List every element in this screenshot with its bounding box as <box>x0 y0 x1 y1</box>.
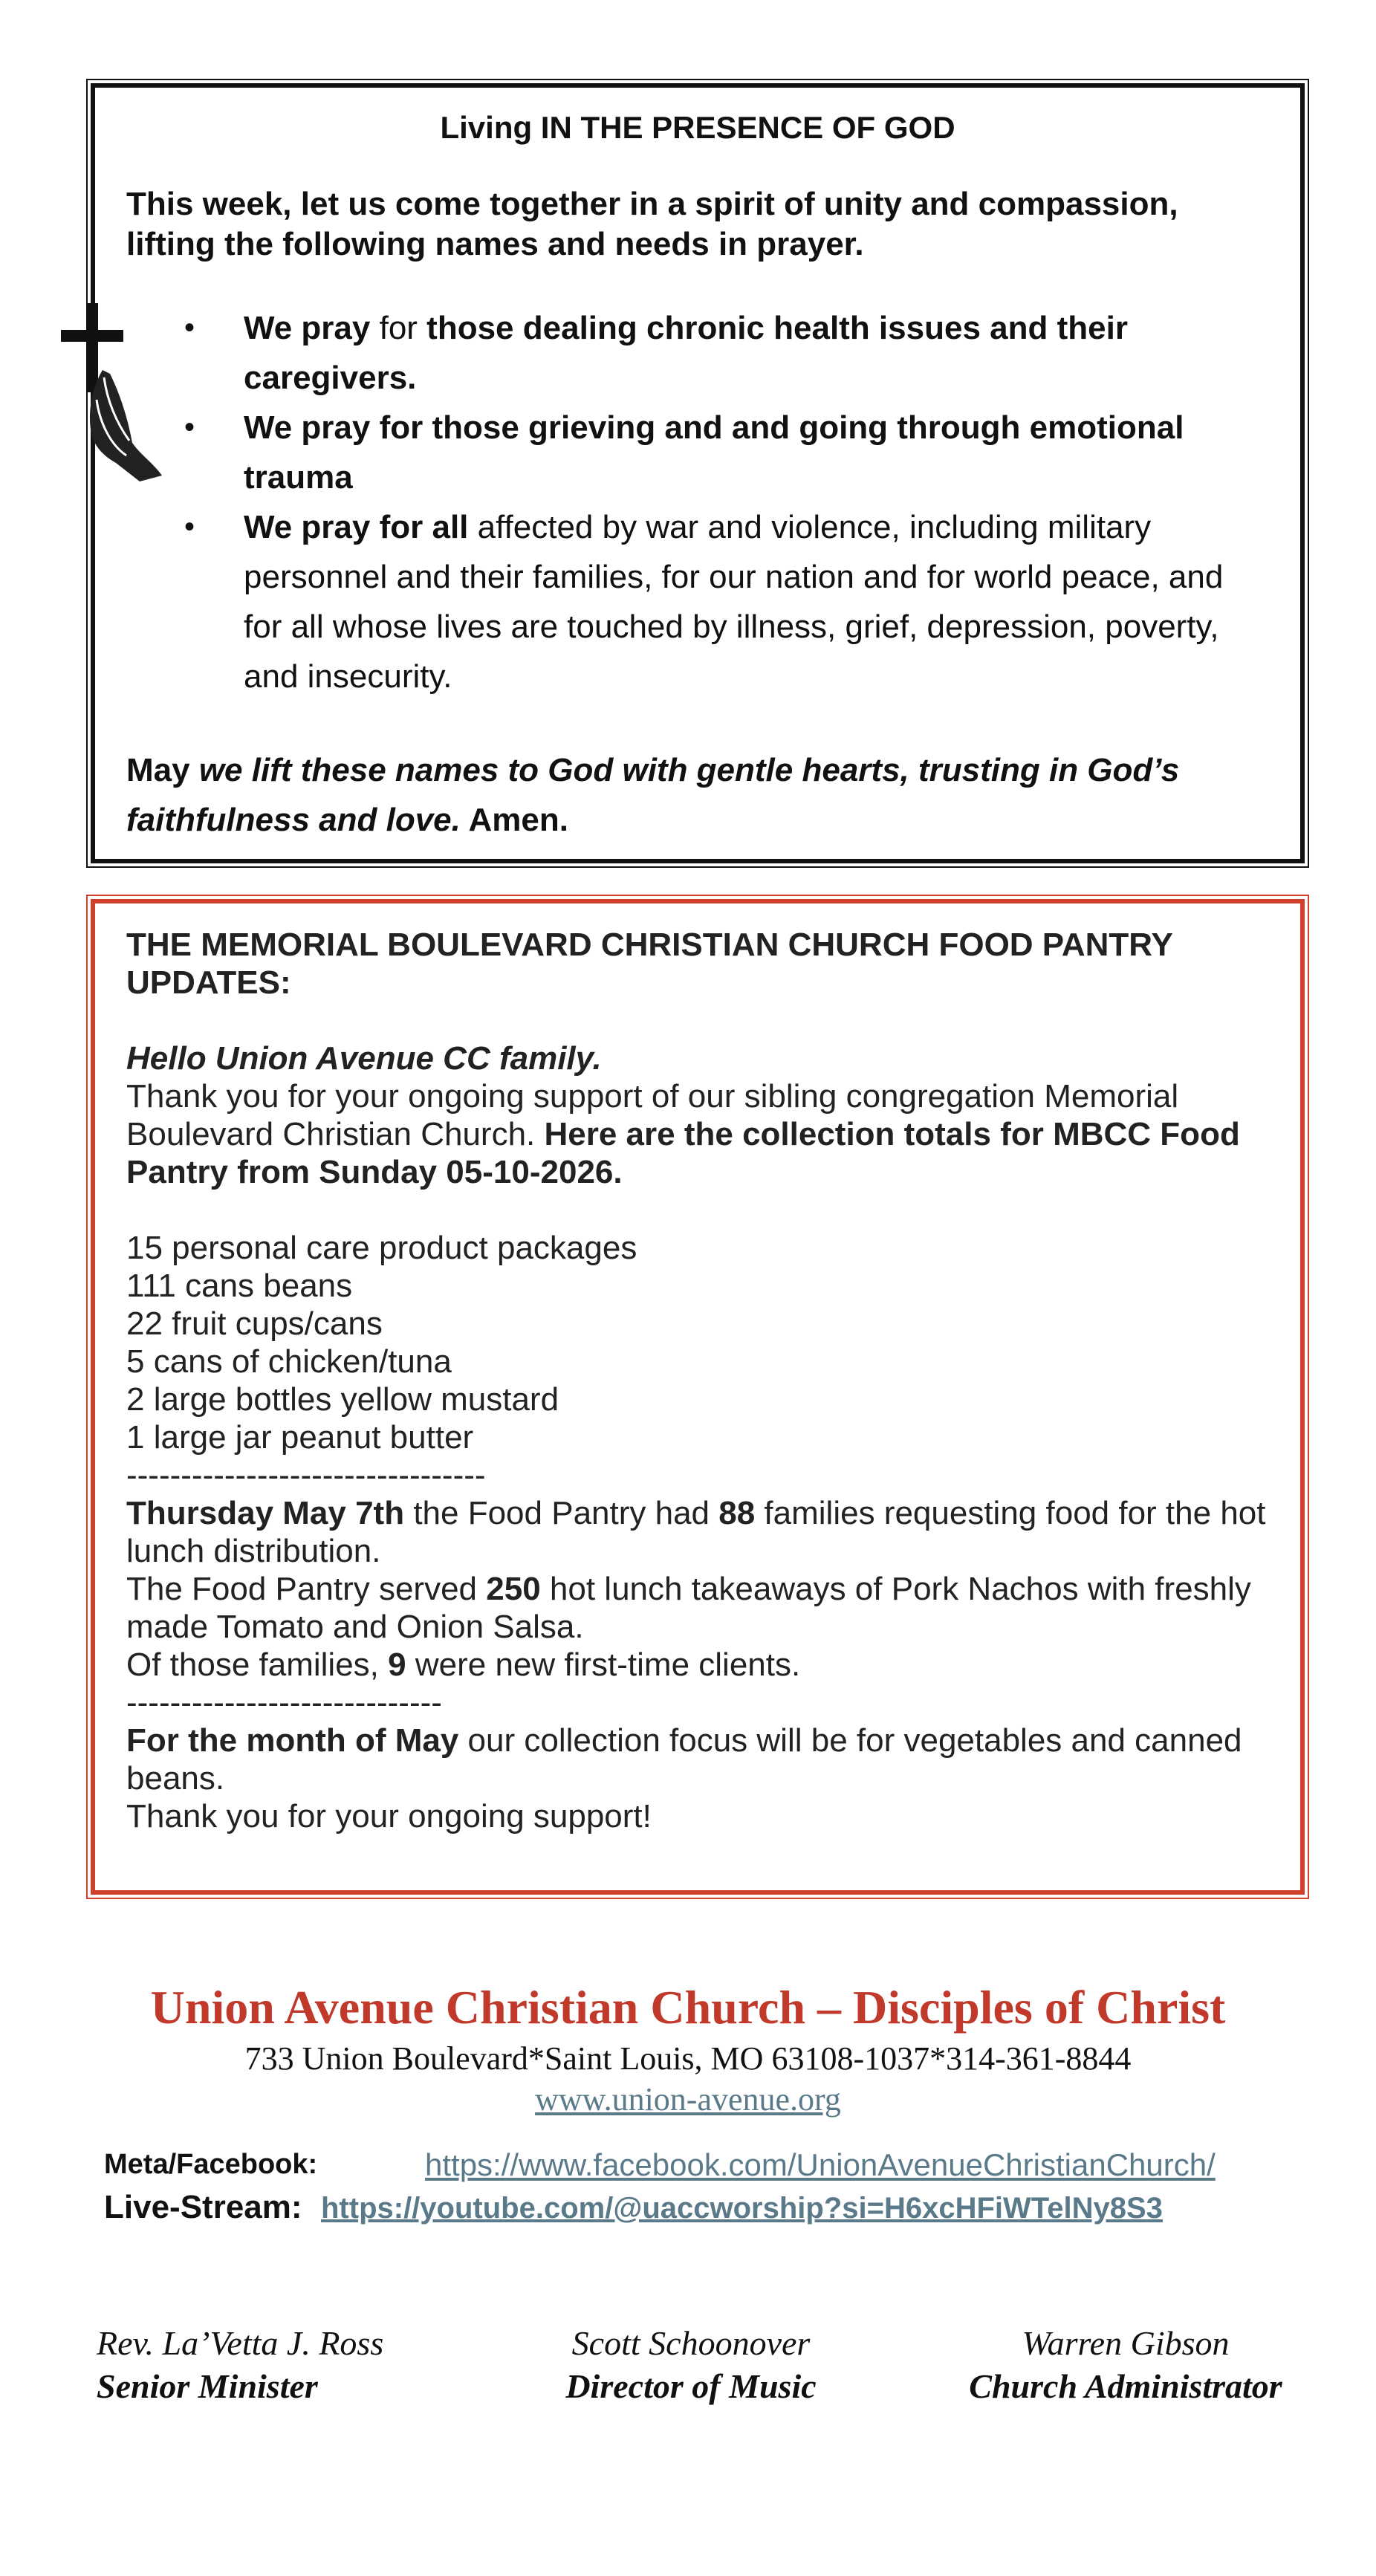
website-link[interactable]: www.union-avenue.org <box>535 2081 841 2118</box>
pantry-thanks: Thank you for your ongoing support of our sibling congregation Memorial Boulevard Christian Church. Here are the collection totals for MBCC Food Pantry from Sunday 05-10-2026. <box>126 1078 1240 1190</box>
prayer-item: • We pray for those grieving and and going through emotional trauma <box>184 403 1241 502</box>
cross-praying-hands-icon <box>58 303 169 496</box>
pantry-item: 15 personal care product packages <box>126 1230 637 1266</box>
pantry-item: 5 cans of chicken/tuna <box>126 1343 452 1380</box>
divider: --------------------------------- <box>126 1457 486 1493</box>
pantry-month: For the month of May our collection focus will be for vegetables and canned beans. <box>126 1722 1242 1797</box>
livestream-link[interactable]: https://youtube.com/@uaccworship?si=H6xcHFiWTelNy8S3 <box>321 2192 1163 2225</box>
pantry-item: 1 large jar peanut butter <box>126 1419 474 1456</box>
pantry-served: The Food Pantry served 250 hot lunch takeaways of Pork Nachos with freshly made Tomato and Onion Salsa. <box>126 1571 1251 1645</box>
divider: ----------------------------- <box>126 1684 442 1721</box>
prayer-closing: May we lift these names to God with gentle hearts, trusting in God’s faithfulness and love. Amen. <box>126 752 1180 838</box>
prayer-list <box>184 303 1241 701</box>
staff-administrator: Warren Gibson Church Administrator <box>969 2324 1282 2405</box>
prayer-item: • We pray for those dealing chronic health issues and their caregivers. <box>184 303 1241 403</box>
prayer-title: Living IN THE PRESENCE OF GOD <box>440 110 955 145</box>
church-address: 733 Union Boulevard*Saint Louis, MO 63108-1037*314-361-8844 <box>244 2040 1132 2077</box>
pantry-item: 111 cans beans <box>126 1268 353 1304</box>
pantry-item: 22 fruit cups/cans <box>126 1305 383 1342</box>
livestream-label: Live-Stream: <box>104 2189 302 2225</box>
facebook-link[interactable]: https://www.facebook.com/UnionAvenueChristianChurch/ <box>425 2147 1216 2182</box>
staff-senior-minister: Rev. La’Vetta J. Ross Senior Minister <box>97 2324 384 2405</box>
pantry-section <box>91 899 1305 1895</box>
prayer-item: • We pray for all affected by war and violence, including military personnel and their families, for our nation and for world peace, and for all whose lives are touched by illness, grief, depression, poverty, and insecurity. <box>184 502 1241 701</box>
pantry-closing: Thank you for your ongoing support! <box>126 1798 652 1834</box>
prayer-section <box>91 83 1305 863</box>
pantry-greeting: Hello Union Avenue CC family. <box>126 1040 602 1077</box>
facebook-label: Meta/Facebook: <box>104 2149 318 2180</box>
pantry-new-clients: Of those families, 9 were new first-time clients. <box>126 1647 801 1683</box>
pantry-item: 2 large bottles yellow mustard <box>126 1381 559 1418</box>
prayer-intro: This week, let us come together in a spirit of unity and compassion, lifting the following names and needs in prayer. <box>126 186 1178 262</box>
staff-music-director: Scott Schoonover Director of Music <box>565 2324 817 2405</box>
pantry-heading: THE MEMORIAL BOULEVARD CHRISTIAN CHURCH FOOD PANTRY UPDATES: <box>126 927 1172 1001</box>
pantry-thursday: Thursday May 7th the Food Pantry had 88 families requesting food for the hot lunch distribution. <box>126 1495 1266 1569</box>
church-name: Union Avenue Christian Church – Disciples of Christ <box>150 1981 1226 2034</box>
